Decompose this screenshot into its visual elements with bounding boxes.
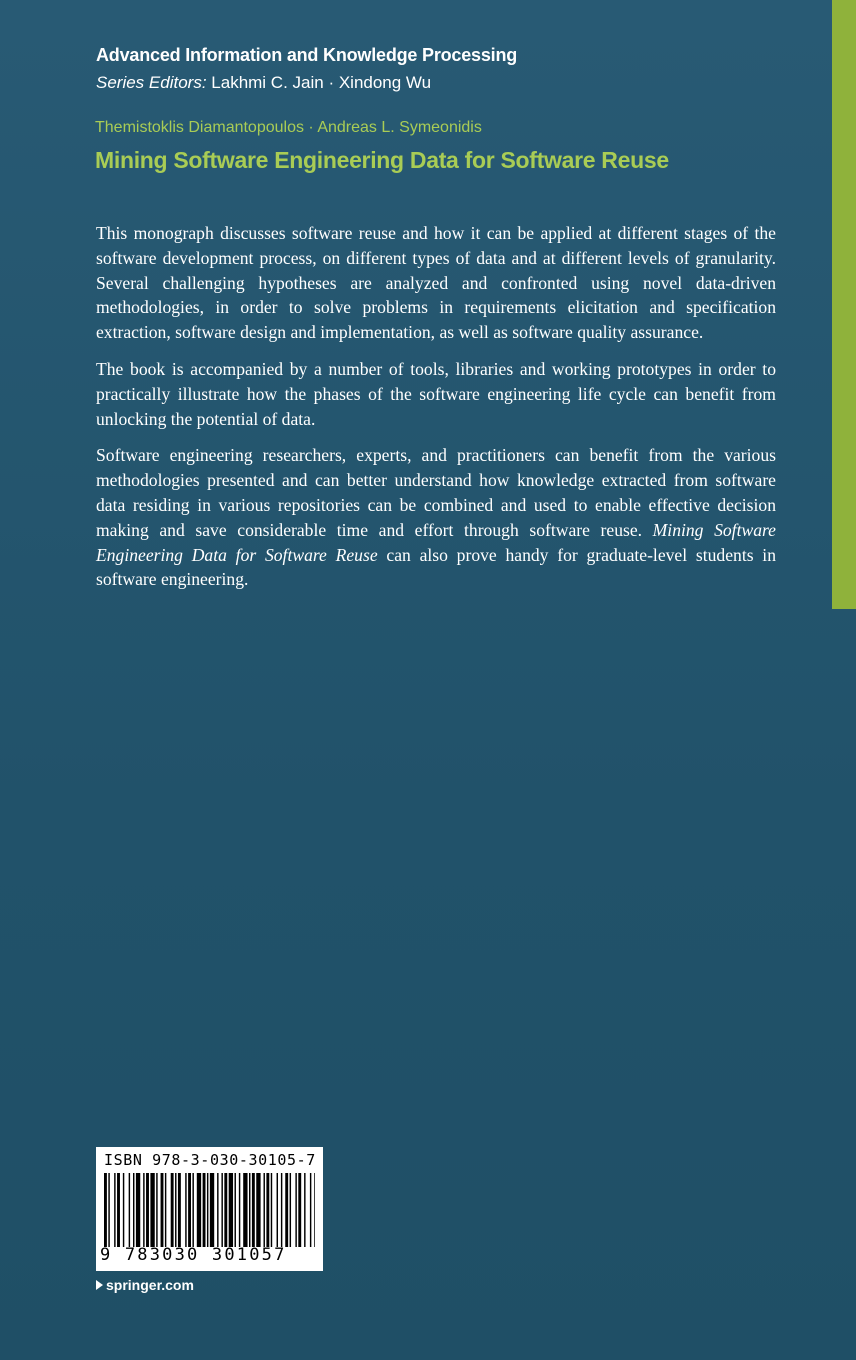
barcode-bar — [310, 1173, 311, 1247]
barcode-bar — [133, 1173, 134, 1247]
barcode-bar — [192, 1173, 193, 1247]
barcode-bar — [117, 1173, 120, 1247]
barcode-bar — [188, 1173, 191, 1247]
barcode-bar — [235, 1173, 236, 1247]
arrow-right-icon — [96, 1280, 103, 1290]
publisher-url: springer.com — [106, 1277, 194, 1293]
barcode-bar — [108, 1173, 109, 1247]
barcode-bar — [314, 1173, 315, 1247]
barcode-bar — [298, 1173, 301, 1247]
isbn-digits: 9 783030 301057 — [100, 1245, 287, 1265]
barcode-bar — [114, 1173, 115, 1247]
barcode-bar — [146, 1173, 149, 1247]
barcode-bar — [129, 1173, 130, 1247]
isbn-barcode-box — [96, 1147, 323, 1271]
barcode-bar — [256, 1173, 260, 1247]
publisher-link[interactable] — [96, 1277, 194, 1293]
barcode-bar — [252, 1173, 255, 1247]
series-editors-label: Series Editors: — [96, 73, 207, 92]
green-accent-bar — [832, 0, 856, 609]
blurb-paragraph-1: This monograph discusses software reuse and how it can be applied at different stages of the software development process, on different types of data and at different levels of granularity. Several challenging hypotheses are analyzed and confronted using novel data-driven methodologies, in order to solve problems in requirements elicitation and specification extraction, software design and implementation, as well as software quality assurance. — [96, 223, 776, 343]
book-title: Mining Software Engineering Data for Software Reuse — [95, 147, 669, 173]
barcode-bar — [150, 1173, 154, 1247]
barcode-bar — [104, 1173, 107, 1247]
barcode-icon — [104, 1173, 315, 1247]
barcode-bar — [143, 1173, 144, 1247]
series-title: Advanced Information and Knowledge Processing — [96, 45, 518, 65]
blurb — [96, 221, 776, 604]
barcode-bar — [210, 1173, 214, 1247]
barcode-bar — [161, 1173, 164, 1247]
barcode-bar — [224, 1173, 227, 1247]
barcode-bar — [271, 1173, 272, 1247]
series-editors — [96, 73, 431, 93]
blurb-book-title-italic: Mining Software Engineering Data for Software Reuse — [96, 519, 776, 565]
barcode-bar — [178, 1173, 181, 1247]
series-editors-names: Lakhmi C. Jain · Xindong Wu — [211, 73, 432, 92]
barcode-bar — [243, 1173, 247, 1247]
book-authors: Themistoklis Diamantopoulos · Andreas L. Symeonidis — [95, 119, 482, 136]
isbn-label: ISBN 978-3-030-30105-7 — [104, 1151, 316, 1169]
blurb-paragraph-3 — [96, 443, 776, 592]
blurb-paragraph-3-end: can also prove handy for graduate-level students in software engineering. — [96, 544, 776, 590]
barcode-bar — [229, 1173, 233, 1247]
barcode-bar — [290, 1173, 291, 1247]
barcode-bar — [239, 1173, 240, 1247]
barcode-bar — [185, 1173, 186, 1247]
barcode-bar — [165, 1173, 166, 1247]
barcode-bar — [295, 1173, 296, 1247]
barcode-bar — [171, 1173, 174, 1247]
barcode-bar — [203, 1173, 206, 1247]
barcode-bar — [217, 1173, 218, 1247]
barcode-bar — [277, 1173, 278, 1247]
barcode-bar — [136, 1173, 140, 1247]
barcode-bar — [266, 1173, 269, 1247]
barcode-bar — [281, 1173, 282, 1247]
blurb-paragraph-2: The book is accompanied by a number of tools, libraries and working prototypes in order to practically illustrate how the phases of the software engineering life cycle can benefit from unlocking the potential of data. — [96, 358, 776, 429]
barcode-bar — [304, 1173, 305, 1247]
barcode-bar — [249, 1173, 250, 1247]
barcode-bar — [175, 1173, 176, 1247]
barcode-bar — [285, 1173, 288, 1247]
barcode-bar — [197, 1173, 201, 1247]
barcode-bar — [156, 1173, 157, 1247]
barcode-bar — [221, 1173, 222, 1247]
barcode-bar — [123, 1173, 124, 1247]
barcode-bar — [264, 1173, 265, 1247]
blurb-paragraph-3-start: Software engineering researchers, experts, and practitioners can benefit from the various methodologies presented and can better understand how knowledge extracted from software data residing in various repositories can be combined and used to enable effective decision making and save considerable time and effort through software reuse. — [96, 445, 776, 540]
barcode-bar — [207, 1173, 208, 1247]
